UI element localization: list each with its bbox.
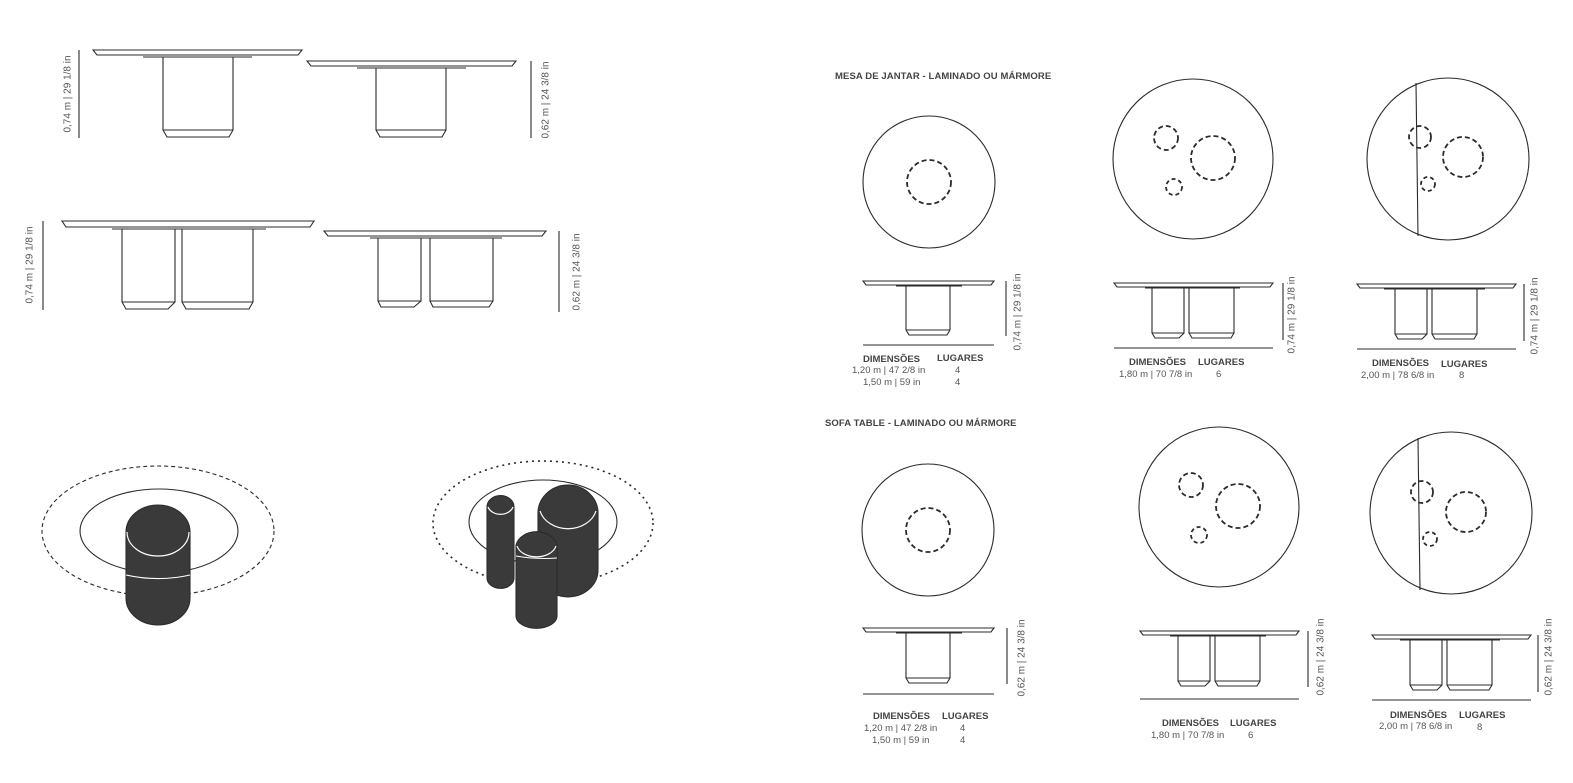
elevation-sofa-200 bbox=[1372, 635, 1538, 700]
dimensions-header: DIMENSÕES bbox=[1372, 358, 1430, 369]
dimensions-header: DIMENSÕES bbox=[1162, 718, 1220, 729]
seats-value: 4 bbox=[960, 723, 966, 734]
seats-value: 6 bbox=[1216, 369, 1222, 380]
dimension-value: 1,50 m | 59 in bbox=[872, 735, 930, 746]
seats-header: LUGARES bbox=[942, 711, 989, 722]
seats-value: 4 bbox=[955, 365, 961, 376]
height-label: 0,62 m | 24 3/8 in bbox=[1543, 618, 1555, 696]
dimension-value: 1,50 m | 59 in bbox=[863, 377, 921, 388]
dimensions-header: DIMENSÕES bbox=[863, 354, 921, 365]
plan-sofa-180 bbox=[1139, 427, 1299, 587]
plan-dining-200 bbox=[1367, 78, 1529, 240]
seats-header: LUGARES bbox=[1230, 718, 1277, 729]
dimensions-header: DIMENSÕES bbox=[1390, 710, 1448, 721]
elevation-dining-180 bbox=[1114, 283, 1283, 348]
dimension-value: 1,20 m | 47 2/8 in bbox=[864, 723, 938, 734]
plan-dining-120 bbox=[863, 116, 995, 248]
section-title-dining: MESA DE JANTAR - LAMINADO OU MÁRMORE bbox=[835, 71, 1052, 82]
height-label: 0,74 m | 29 1/8 in bbox=[24, 226, 36, 304]
height-label: 0,62 m | 24 3/8 in bbox=[540, 61, 552, 139]
seats-value: 8 bbox=[1477, 722, 1483, 733]
elevation-sofa-120 bbox=[863, 628, 1007, 694]
dimension-value: 2,00 m | 78 6/8 in bbox=[1361, 370, 1435, 381]
seats-header: LUGARES bbox=[1198, 357, 1245, 368]
height-label: 0,62 m | 24 3/8 in bbox=[1016, 619, 1028, 697]
elevation-single-dining bbox=[93, 50, 302, 137]
perspective-triple-base bbox=[433, 461, 653, 628]
elevation-dining-120 bbox=[863, 281, 1006, 345]
dimension-value: 1,20 m | 47 2/8 in bbox=[852, 365, 926, 376]
elevation-dining-200 bbox=[1357, 284, 1524, 349]
seats-header: LUGARES bbox=[1459, 710, 1506, 721]
height-label: 0,62 m | 24 3/8 in bbox=[1315, 618, 1327, 696]
height-label: 0,62 m | 24 3/8 in bbox=[571, 233, 583, 311]
seats-value: 4 bbox=[955, 377, 961, 388]
elevation-double-dining bbox=[62, 221, 314, 309]
seats-header: LUGARES bbox=[1441, 359, 1488, 370]
height-label: 0,74 m | 29 1/8 in bbox=[1012, 273, 1024, 351]
seats-header: LUGARES bbox=[937, 353, 984, 364]
section-title-sofa: SOFA TABLE - LAMINADO OU MÁRMORE bbox=[825, 418, 1017, 429]
plan-sofa-120 bbox=[862, 464, 994, 596]
plan-sofa-200 bbox=[1370, 432, 1532, 594]
dimension-value: 1,80 m | 70 7/8 in bbox=[1119, 369, 1193, 380]
plan-dining-180 bbox=[1113, 79, 1273, 239]
height-label: 0,74 m | 29 1/8 in bbox=[1286, 276, 1298, 354]
height-label: 0,74 m | 29 1/8 in bbox=[62, 55, 74, 133]
dimension-value: 1,80 m | 70 7/8 in bbox=[1151, 730, 1225, 741]
dimension-value: 2,00 m | 78 6/8 in bbox=[1379, 721, 1453, 732]
dimensions-header: DIMENSÕES bbox=[1129, 357, 1187, 368]
dimensions-header: DIMENSÕES bbox=[873, 711, 931, 722]
seats-value: 8 bbox=[1459, 370, 1465, 381]
elevation-sofa-180 bbox=[1140, 631, 1308, 699]
perspective-single-base bbox=[42, 466, 274, 625]
seats-value: 4 bbox=[960, 735, 966, 746]
elevation-single-sofa bbox=[307, 61, 516, 137]
height-label: 0,74 m | 29 1/8 in bbox=[1529, 277, 1541, 355]
elevation-double-sofa bbox=[324, 231, 546, 307]
seats-value: 6 bbox=[1248, 730, 1254, 741]
